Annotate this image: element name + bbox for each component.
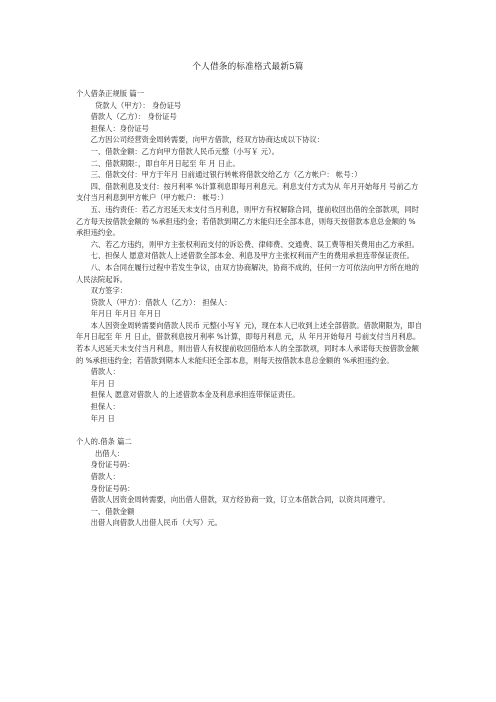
- body-paragraph: 身份证号码：: [90, 460, 135, 470]
- document-body: [76, 88, 422, 529]
- body-paragraph: 年月 日: [90, 413, 115, 423]
- body-paragraph: 三、借款交付：甲方于年月 日前通过银行转帐将借款交给乙方（乙方帐户： 帐号：）: [90, 170, 362, 180]
- body-paragraph: 贷款人（甲方）：借款人（乙方）： 担保人：: [90, 297, 232, 307]
- document-title: 个人借条的标准格式最新5篇: [192, 62, 304, 72]
- body-paragraph: 五、违约责任：若乙方迟延天未支付当月利息，则甲方有权解除合同，提前收回出借的全部款项，同时乙方每天按借款金额的 %承担违约金；若借款到期乙方未能归还全部本息，则每天按借款本息总金额的 %承担违约金。: [76, 204, 419, 238]
- section-gap: [76, 424, 422, 436]
- section-heading: 个人借条正规版 篇一: [76, 89, 144, 98]
- body-paragraph: 担保人：: [90, 402, 120, 412]
- body-paragraph: 担保人 愿意对借款人 的上述借款本金及利息承担连带保证责任。: [90, 390, 300, 400]
- body-paragraph: 借款人因资金周转需要，向出借人借款，双方经协商一致，订立本借款合同，以资共同遵守。: [90, 495, 390, 505]
- body-paragraph: 担保人：身份证号: [90, 123, 149, 133]
- body-paragraph: 借款人：: [90, 367, 120, 377]
- body-paragraph: 七、担保人 愿意对借款人上述借款全部本金、利息及甲方主张权利而产生的费用承担连带保证责任。: [90, 251, 414, 261]
- body-paragraph: 乙方因公司经营资金周转需要，向甲方借款，经双方协商达成以下协议：: [90, 135, 325, 145]
- body-paragraph: 年月 日: [90, 378, 115, 388]
- body-paragraph: 借款人：: [90, 472, 120, 481]
- body-paragraph: 一、借款金额: [90, 506, 135, 516]
- body-paragraph: 四、借款利息及支付：按月利率 %计算利息即每月利息元。利息支付方式为从 年月开始每月 号前乙方支付当月利息到甲方帐户（甲方帐户： 帐号：）: [76, 181, 419, 203]
- body-paragraph: 身份证号码：: [90, 483, 135, 493]
- body-paragraph: 借款人（乙方）： 身份证号: [90, 112, 177, 122]
- body-paragraph: 八、本合同在履行过程中若发生争议，由双方协商解决，协商不成的，任何一方可依法向甲方所在地的人民法院起诉。: [76, 262, 419, 284]
- body-paragraph: 年月日 年月日 年月日: [90, 309, 161, 319]
- body-paragraph: 双方签字：: [90, 286, 128, 296]
- body-paragraph: 一、借款金额：乙方向甲方借款人民币元整（小写￥ 元）。: [90, 146, 279, 156]
- body-paragraph: 贷款人（甲方）： 身份证号: [95, 100, 182, 110]
- body-paragraph: 出借人：: [95, 448, 125, 458]
- body-paragraph: 二、借款期限：，即自年月日起至 年 月 日止。: [90, 158, 240, 168]
- body-paragraph: 六、若乙方违约，则甲方主张权利而支付的诉讼费、律师费、交通费、误工费等相关费用由乙方承担。: [90, 239, 419, 249]
- body-paragraph: 出借人向借款人出借人民币（大写）元。: [90, 518, 222, 528]
- section-heading: 个人的.借条 篇二: [76, 437, 132, 447]
- body-paragraph: 本人因资金周转需要向借款人民币 元整(小写￥ 元)，现在本人已收到上述全部借款。借款期限为，即自 年月日起至 年 月 日止，借款利息按月利率 %计算，即每月利息 元，从 年月开始每月 号前支付当月利息。若本人迟延天未支付当月利息，则出借人有权提前收回借给本人的全部款项，同时本人承诺每天按借款金额的 %承担违约金；若借款到期本人未能归还全部本息，则每天按借款本息总金额的 %承担违约金。: [76, 320, 422, 365]
